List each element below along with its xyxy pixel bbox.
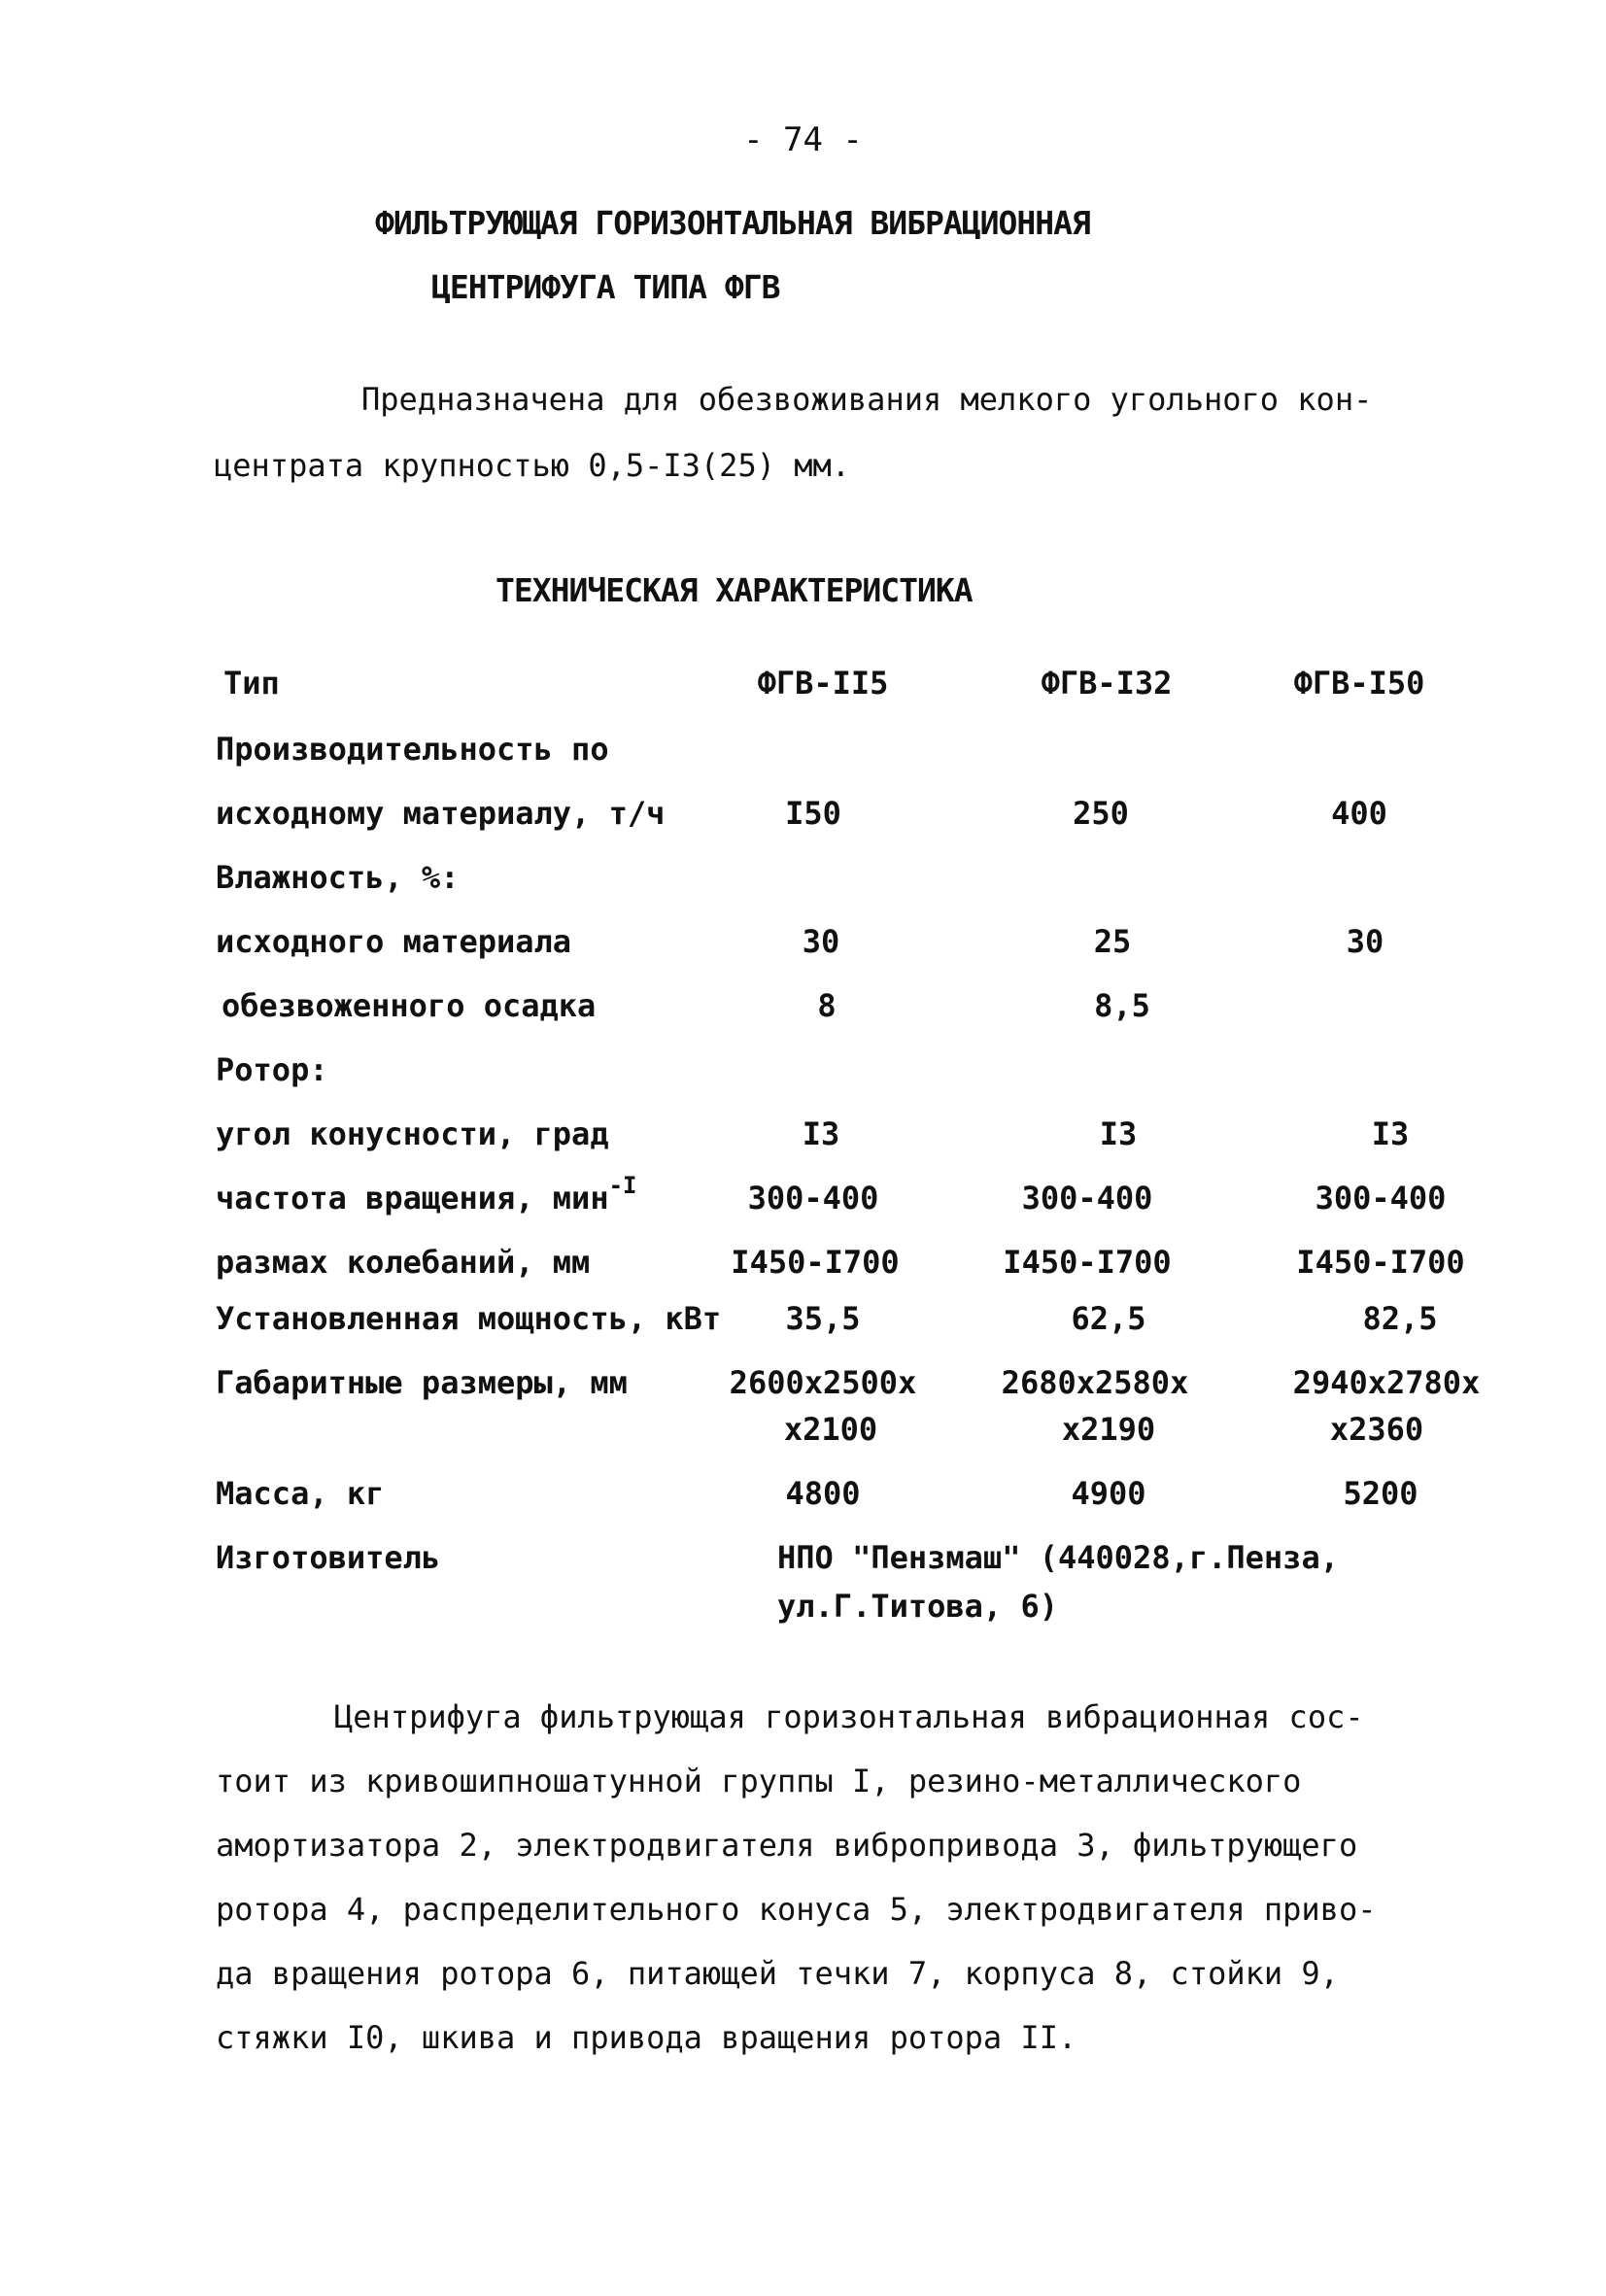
maker-line-1: НПО "Пензмаш" (440028,г.Пенза,	[777, 1539, 1339, 1576]
description-line-4: ротора 4, распределительного конуса 5, электродвигателя приво-	[216, 1891, 1377, 1928]
section-heading: ТЕХНИЧЕСКАЯ ХАРАКТЕРИСТИКА	[495, 571, 973, 609]
description-line-3: амортизатора 2, электродвигателя вибропривода 3, фильтрующего	[216, 1827, 1358, 1864]
cone-angle-1: I3	[802, 1115, 840, 1152]
intro-line-2: центрата крупностью 0,5-I3(25) мм.	[214, 447, 851, 484]
title-line-1: ФИЛЬТРУЮЩАЯ ГОРИЗОНТАЛЬНАЯ ВИБРАЦИОННАЯ	[375, 204, 1090, 242]
productivity-3: 400	[1331, 795, 1387, 832]
type-label: Тип	[223, 665, 280, 702]
mass-3: 5200	[1343, 1475, 1418, 1512]
productivity-label-2: исходному материалу, т/ч	[216, 795, 666, 832]
moisture-source-2: 25	[1093, 923, 1132, 960]
rotation-label	[216, 1172, 637, 1217]
description-line-5: да вращения ротора 6, питающей течки 7, корпуса 8, стойки 9,	[216, 1955, 1339, 1992]
power-label: Установленная мощность, кВт	[216, 1300, 722, 1337]
dims-label: Габаритные размеры, мм	[216, 1364, 628, 1401]
productivity-2: 250	[1073, 795, 1129, 832]
productivity-label-1: Производительность по	[216, 731, 609, 768]
description-line-6: стяжки I0, шкива и привода вращения ротора II.	[216, 2019, 1077, 2056]
description-line-2: тоит из кривошипношатунной группы I, резино-металлического	[216, 1763, 1302, 1799]
moisture-source-3: 30	[1346, 923, 1384, 960]
type-1: ФГВ-II5	[757, 665, 889, 702]
power-1: 35,5	[785, 1300, 861, 1337]
amplitude-1: I450-I700	[731, 1244, 900, 1281]
dims-3-line-1: 2940x2780x	[1292, 1364, 1481, 1401]
intro-line-1: Предназначена для обезвоживания мелкого угольного кон-	[361, 381, 1373, 418]
amplitude-2: I450-I700	[1003, 1244, 1172, 1281]
page-number: - 74 -	[743, 120, 863, 159]
cone-angle-label: угол конусности, град	[216, 1115, 609, 1152]
moisture-dewatered-label: обезвоженного осадка	[222, 987, 597, 1024]
dims-2-line-1: 2680x2580x	[1001, 1364, 1189, 1401]
power-2: 62,5	[1071, 1300, 1146, 1337]
description-line-1: Центрифуга фильтрующая горизонтальная вибрационная сос-	[334, 1698, 1364, 1735]
mass-1: 4800	[785, 1475, 861, 1512]
dims-3-line-2: x2360	[1329, 1411, 1424, 1448]
moisture-source-label: исходного материала	[216, 923, 572, 960]
maker-label: Изготовитель	[216, 1539, 441, 1576]
productivity-1: I50	[785, 795, 841, 832]
power-3: 82,5	[1362, 1300, 1438, 1337]
rotation-2: 300-400	[1021, 1180, 1153, 1217]
maker-line-2: ул.Г.Титова, 6)	[777, 1588, 1058, 1625]
moisture-label: Влажность, %:	[216, 859, 460, 896]
amplitude-3: I450-I700	[1296, 1244, 1465, 1281]
rotation-3: 300-400	[1315, 1180, 1447, 1217]
title-line-2: ЦЕНТРИФУГА ТИПА ФГВ	[431, 268, 780, 306]
rotor-label: Ротор:	[216, 1051, 328, 1088]
rotation-label-superscript: -I	[608, 1172, 637, 1199]
type-3: ФГВ-I50	[1293, 665, 1425, 702]
moisture-dewatered-1: 8	[817, 987, 837, 1024]
dims-1-line-2: x2100	[783, 1411, 878, 1448]
rotation-label-text: частота вращения, мин	[216, 1180, 609, 1217]
rotation-1: 300-400	[747, 1180, 879, 1217]
dims-1-line-1: 2600x2500x	[729, 1364, 917, 1401]
moisture-dewatered-2: 8,5	[1094, 987, 1150, 1024]
moisture-source-1: 30	[802, 923, 840, 960]
cone-angle-3: I3	[1371, 1115, 1410, 1152]
mass-label: Масса, кг	[216, 1475, 385, 1512]
dims-2-line-2: x2190	[1061, 1411, 1156, 1448]
mass-2: 4900	[1071, 1475, 1146, 1512]
cone-angle-2: I3	[1099, 1115, 1138, 1152]
type-2: ФГВ-I32	[1041, 665, 1173, 702]
amplitude-label: размах колебаний, мм	[216, 1244, 591, 1281]
